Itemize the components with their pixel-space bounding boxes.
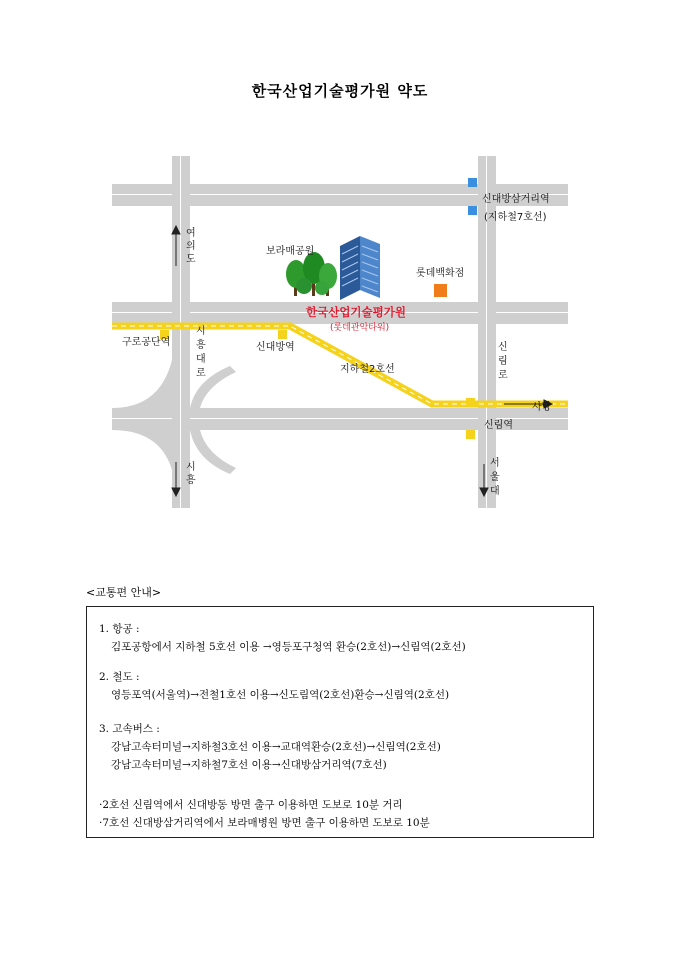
label-lotte-dept: 롯데백화점 — [416, 268, 465, 279]
guide-note: ·7호선 신대방삼거리역에서 보라매병원 방면 출구 이용하면 도보로 10분 — [99, 817, 430, 829]
guide-section-bus — [99, 721, 441, 772]
label-sillim: 신림역 — [484, 420, 513, 431]
label-sillim-road: 신 림 로 — [498, 342, 508, 381]
station-marker-sindaebang — [278, 330, 287, 339]
guide-note: ·2호선 신림역에서 신대방동 방면 출구 이용하면 도보로 10분 거리 — [99, 799, 403, 811]
label-line7: (지하철7호선) — [484, 212, 547, 223]
section-line: 강남고속터미널→지하철7호선 이용→신대방삼거리역(7호선) — [111, 759, 387, 771]
label-guro-digital: 구로공단역 — [122, 337, 171, 348]
guide-title: <교통편 안내> — [86, 586, 162, 599]
page-title: 한국산업기술평가원 약도 — [251, 82, 429, 100]
label-org-name: 한국산업기술평가원 — [306, 305, 406, 319]
tree-icon — [286, 252, 337, 296]
road-curve-left — [112, 360, 172, 408]
transport-guide-box — [86, 606, 594, 838]
label-sindaebang-samgeori: 신대방삼거리역 — [482, 194, 550, 205]
guide-section-rail — [99, 669, 449, 702]
section-line: 강남고속터미널→지하철3호선 이용→교대역환승(2호선)→신림역(2호선) — [111, 741, 441, 753]
label-yeouido: 여 의 도 — [186, 228, 196, 265]
label-sadang: 사당 — [532, 402, 552, 413]
section-line: 영등포역(서울역)→전철1호선 이용→신도림역(2호선)환승→신림역(2호선) — [111, 689, 450, 701]
section-heading: 1. 항공 : — [99, 623, 140, 635]
building-icon — [340, 236, 380, 300]
label-sihung: 시 흥 — [186, 462, 196, 486]
station-marker-sillim-a — [466, 398, 475, 407]
station-marker-line7-a — [468, 178, 477, 187]
lotte-marker — [434, 284, 447, 297]
label-sihung-road: 시 흥 대 로 — [196, 326, 206, 379]
guide-section-air — [99, 621, 466, 654]
label-boramae-park: 보라매공원 — [266, 246, 315, 257]
station-marker-sillim-b — [466, 430, 475, 439]
section-heading: 2. 철도 : — [99, 671, 140, 683]
label-org-building: (롯데관악타워) — [330, 323, 390, 333]
label-line2: 지하철2호선 — [340, 364, 395, 375]
label-sindaebang: 신대방역 — [256, 342, 295, 353]
label-seoul-univ: 서 울 대 — [490, 458, 500, 497]
section-heading: 3. 고속버스 : — [99, 723, 160, 735]
section-line: 김포공항에서 지하철 5호선 이용 →영등포구청역 환승(2호선)→신림역(2호선) — [111, 641, 466, 653]
station-marker-line7-b — [468, 206, 477, 215]
